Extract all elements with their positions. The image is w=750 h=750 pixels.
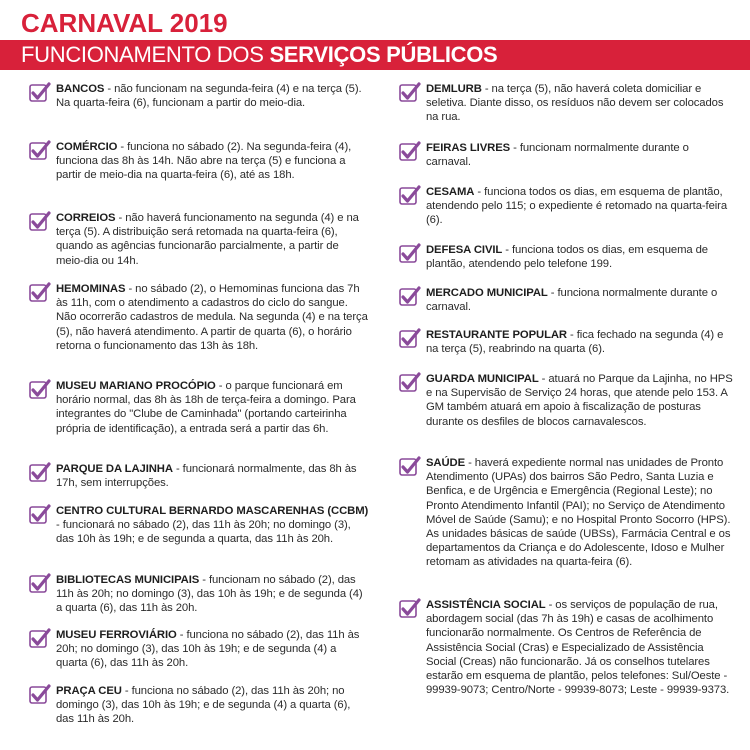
checkmark-icon [29,82,51,104]
section-banner [0,40,750,70]
item-name: ASSISTÊNCIA SOCIAL [426,599,546,611]
list-item-assistencia-social [394,598,734,697]
item-name: CENTRO CULTURAL BERNARDO MASCARENHAS (CCBM) [56,505,369,517]
page-title: CARNAVAL 2019 [21,8,228,38]
checkmark-icon [29,140,51,162]
item-name: MERCADO MUNICIPAL [426,287,548,299]
item-description: - o parque funcionará em horário normal, das 8h às 18h de terça-feira a domingo. Para integrantes do "Clube de Caminhada" (portando carteirinha própria de identificação), a entrada será a partir das 6h. [56,380,356,435]
list-item-restaurante-popular [394,328,734,356]
item-description: - na terça (5), não haverá coleta domiciliar e seletiva. Diante disso, os resíduos não devem ser colocados na rua. [426,83,724,124]
checkmark-icon [399,141,421,163]
item-name: DEFESA CIVIL [426,244,503,256]
list-item-museu-ferroviario [24,628,369,671]
item-name: SAÚDE [426,457,466,469]
item-name: MUSEU FERROVIÁRIO [56,629,177,641]
item-description: - funcionam no sábado (2), das 11h às 20h; no domingo (3), das 10h às 19h; e de segunda (4) a quarta (6), das 11h às 20h. [56,574,363,615]
item-description: - os serviços de população de rua, abordagem social (das 7h às 19h) e casas de acolhimento funcionarão normalmente. Os Centros de Referência de Assistência Social (Cras) e Especializado de Assistência Social (Creas) não funcionarão. Já os conselhos tutelares estarão em esquema de plantão, pelos telefones: Sul/Oeste - 99939-9073; Centro/Norte - 99939-8073; Leste - 99939-9373. [426,599,730,697]
checkmark-icon [29,684,51,706]
item-description: - atuará no Parque da Lajinha, no HPS e na Supervisão de Serviço 24 horas, que atende pelo 153. A GM também atuará em apoio à fiscalização de posturas durante os desfiles de blocos carnavalescos. [426,373,733,428]
checkmark-icon [399,372,421,394]
item-name: CORREIOS [56,212,116,224]
checkmark-icon [29,628,51,650]
item-description: - fica fechado na segunda (4) e na terça (5), reabrindo na quarta (6). [426,329,724,356]
item-description: - funcionará no sábado (2), das 11h às 20h; no domingo (3), das 10h às 19h; e de segunda a quarta, das 11h às 20h. [56,519,351,546]
item-name: COMÉRCIO [56,141,118,153]
item-name: PARQUE DA LAJINHA [56,463,173,475]
checkmark-icon [29,379,51,401]
list-item-correios [24,211,369,268]
checkmark-icon [29,573,51,595]
list-item-comercio [24,140,369,183]
checkmark-icon [29,462,51,484]
checkmark-icon [29,282,51,304]
item-name: CESAMA [426,186,475,198]
item-description: - funcionará normalmente, das 8h às 17h, sem interrupções. [56,463,357,490]
checkmark-icon [399,598,421,620]
checkmark-icon [399,243,421,265]
item-name: DEMLURB [426,83,482,95]
checkmark-icon [399,456,421,478]
banner-bold-text: SERVIÇOS PÚBLICOS [269,42,498,67]
item-name: MUSEU MARIANO PROCÓPIO [56,380,216,392]
list-item-hemominas [24,282,369,353]
item-name: GUARDA MUNICIPAL [426,373,539,385]
list-item-demlurb [394,82,734,125]
item-description: - funciona normalmente durante o carnaval. [426,287,718,314]
item-name: BIBLIOTECAS MUNICIPAIS [56,574,200,586]
banner-regular-text: FUNCIONAMENTO DOS [21,42,270,67]
list-item-defesa-civil [394,243,734,271]
list-item-praca-ceu [24,684,369,727]
item-description: - funciona no sábado (2). Na segunda-feira (4), funciona das 8h às 14h. Não abre na terça (5) e funciona a partir de meio-dia na quarta-feira (6), até as 18h. [56,141,352,182]
list-item-museu-mariano-procopio [24,379,369,436]
item-name: PRAÇA CEU [56,685,122,697]
item-description: - haverá expediente normal nas unidades de Pronto Atendimento (UPAs) dos bairros São Pedro, Santa Luzia e Benfica, e de Urgência e Emergência (Regional Leste); no Pronto Atendimento Infantil (PAI); no Serviço de Atendimento Móvel de Saúde (Samu); e no Hospital Pronto Socorro (HPS). As unidades básicas de saúde (UBSs), Farmácia Central e os departamentos da Criança e do Adolescente, Idoso e Mulher retomam as atividades na quarta-feira (6). [426,457,731,569]
list-item-centro-cultural [24,504,369,547]
list-item-parque-da-lajinha [24,462,369,490]
checkmark-icon [399,286,421,308]
list-item-bibliotecas-municipais [24,573,369,616]
item-description: - funciona todos os dias, em esquema de plantão, atendendo pelo 115; o expediente é retomado na quarta-feira (6). [426,186,728,227]
item-description: - funciona no sábado (2), das 11h às 20h; no domingo (3), das 10h às 19h; e de segunda (4) a quarta (6), das 11h às 20h. [56,629,360,670]
list-item-bancos [24,82,369,110]
item-description: - funciona todos os dias, em esquema de plantão, atendendo pelo telefone 199. [426,244,708,271]
checkmark-icon [399,185,421,207]
item-name: HEMOMINAS [56,283,126,295]
list-item-saude [394,456,734,570]
item-description: - no sábado (2), o Hemominas funciona das 7h às 11h, com o atendimento a cadastros do ciclo do sangue. Não ocorrerão cadastros de medula. Na segunda (4) e na terça (5), não haverá atendimento. A partir de quarta (6), o horário retorna o funcionamento das 13h às 18h. [56,283,368,352]
item-description: - funciona no sábado (2), das 11h às 20h; no domingo (3), das 10h às 19h; e de segunda (4) a quarta (6), das 11h às 20h. [56,685,351,726]
checkmark-icon [399,82,421,104]
item-description: - funcionam normalmente durante o carnaval. [426,142,689,169]
checkmark-icon [399,328,421,350]
item-description: - não funcionam na segunda-feira (4) e na terça (5). Na quarta-feira (6), funcionam a partir do meio-dia. [56,83,362,110]
list-item-guarda-municipal [394,372,734,429]
item-name: RESTAURANTE POPULAR [426,329,567,341]
checkmark-icon [29,504,51,526]
checkmark-icon [29,211,51,233]
item-name: FEIRAS LIVRES [426,142,511,154]
item-description: - não haverá funcionamento na segunda (4) e na terça (5). A distribuição será retomada na quarta-feira (6), quando as agências funcionarão parcialmente, a partir de meio-dia ou 14h. [56,212,359,267]
list-item-mercado-municipal [394,286,734,314]
item-name: BANCOS [56,83,105,95]
list-item-feiras-livres [394,141,734,169]
list-item-cesama [394,185,734,228]
